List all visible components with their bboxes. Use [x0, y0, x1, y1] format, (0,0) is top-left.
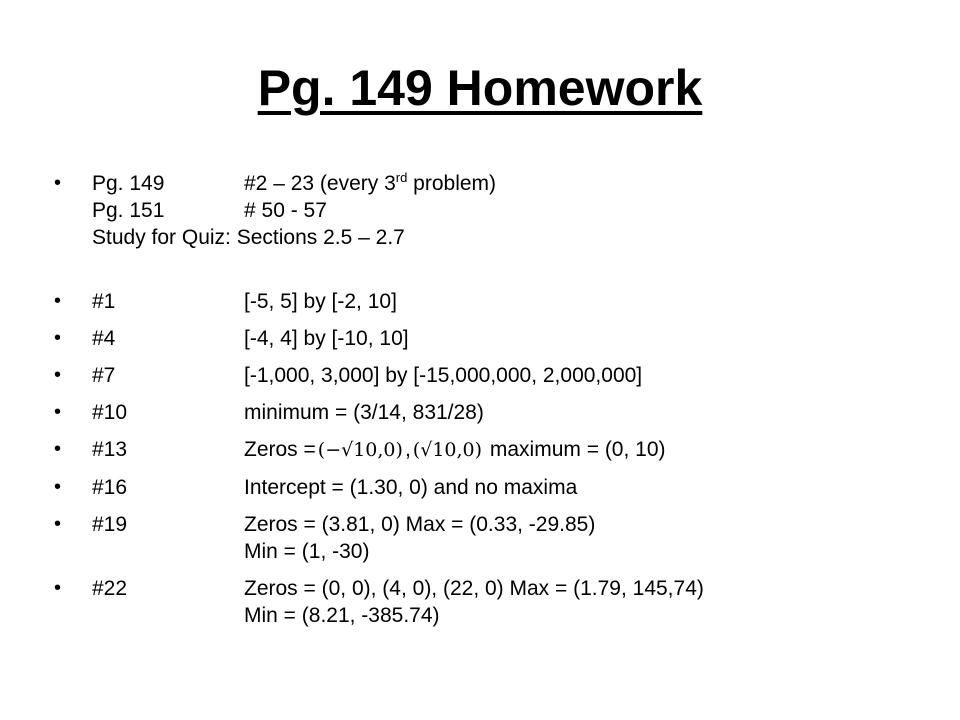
answer-item	[54, 325, 934, 352]
answer-item	[54, 575, 934, 629]
bullet-icon: •	[54, 577, 62, 599]
answer-text: Zeros = (−√10,0), (√10,0) maximum = (0, 10)	[244, 436, 934, 464]
zero-positive-root: (√10,0)	[412, 439, 483, 461]
answer-item	[54, 511, 934, 565]
bullet-icon: •	[54, 172, 62, 194]
answer-text: Zeros = (0, 0), (4, 0), (22, 0) Max = (1.79, 145,74)	[244, 577, 704, 600]
assignment-item	[54, 170, 934, 251]
answer-item	[54, 474, 934, 501]
bullet-icon: •	[54, 438, 62, 460]
answer-item	[54, 288, 934, 315]
bullet-list	[54, 170, 934, 629]
page-title: Pg. 149 Homework	[257, 60, 703, 116]
bullet-icon: •	[54, 401, 62, 423]
bullet-icon: •	[54, 476, 62, 498]
assignment-page-label: Pg. 149	[92, 172, 165, 195]
answer-number: #1	[92, 290, 116, 313]
bullet-icon: •	[54, 513, 62, 535]
answer-number: #19	[92, 513, 128, 536]
answer-text-continued: Min = (1, -30)	[244, 540, 370, 563]
answer-number: #22	[92, 577, 128, 600]
bullet-icon: •	[54, 327, 62, 349]
answer-item	[54, 399, 934, 426]
answer-text-continued: Min = (8.21, -385.74)	[244, 604, 440, 627]
answer-text: [-5, 5] by [-2, 10]	[244, 290, 397, 313]
assignment-page-label: Pg. 151	[92, 199, 165, 222]
answer-text: Intercept = (1.30, 0) and no maxima	[244, 476, 578, 499]
assignment-line-1	[54, 170, 934, 197]
assignment-problems: #2 – 23 (every 3rd problem)	[244, 170, 497, 195]
answer-item	[54, 436, 934, 464]
answer-number: #16	[92, 476, 128, 499]
assignment-line-2	[54, 197, 934, 224]
answer-text: minimum = (3/14, 831/28)	[244, 401, 484, 424]
bullet-icon: •	[54, 290, 62, 312]
answer-text: Zeros = (3.81, 0) Max = (0.33, -29.85)	[244, 513, 596, 536]
answer-text: [-1,000, 3,000] by [-15,000,000, 2,000,000]	[244, 364, 643, 387]
answer-number: #7	[92, 364, 116, 387]
answer-text: [-4, 4] by [-10, 10]	[244, 327, 409, 350]
zero-negative-root: (−√10,0)	[317, 439, 403, 461]
answer-number: #10	[92, 401, 128, 424]
answer-number: #13	[92, 438, 128, 461]
bullet-icon: •	[54, 364, 62, 386]
answer-number: #4	[92, 327, 116, 350]
assignment-problems: # 50 - 57	[244, 199, 327, 222]
assignment-study-note: Study for Quiz: Sections 2.5 – 2.7	[92, 226, 405, 249]
answer-item	[54, 362, 934, 389]
